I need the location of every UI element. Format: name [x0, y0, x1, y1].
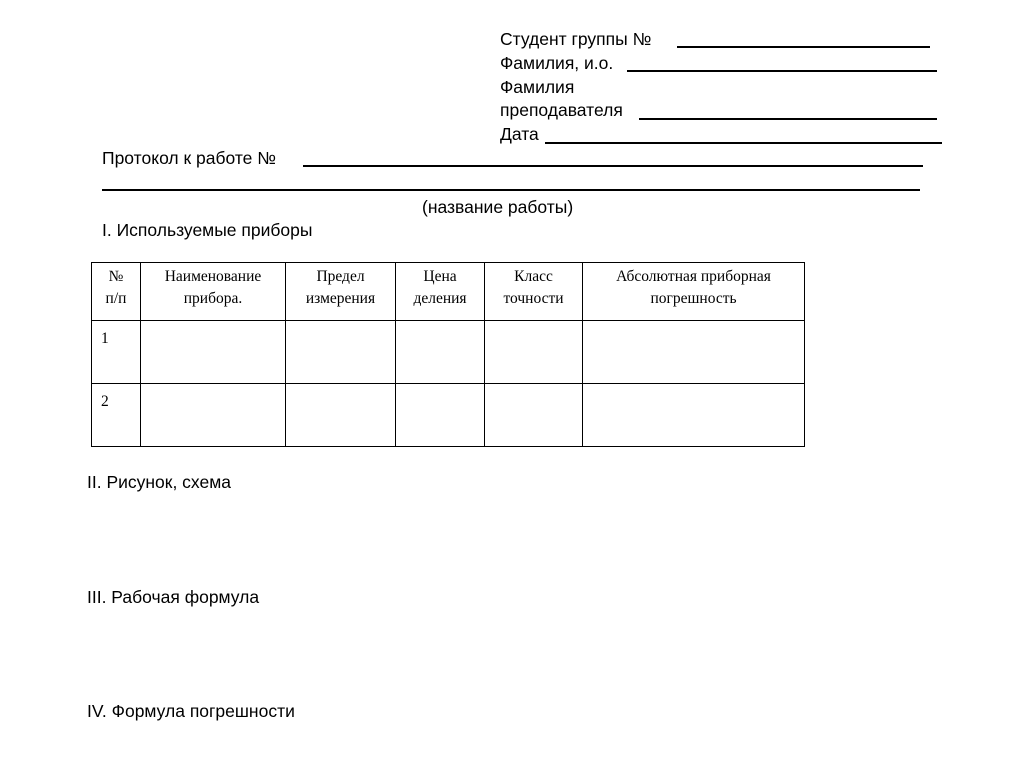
section-instruments-heading: I. Используемые приборы — [102, 220, 313, 240]
table-cell: 2 — [92, 384, 141, 447]
student-group-label: Студент группы № — [500, 29, 652, 49]
col-number-header: № п/п — [92, 263, 141, 321]
table-cell[interactable] — [485, 321, 583, 384]
table-cell[interactable] — [396, 321, 485, 384]
table-row — [92, 321, 805, 384]
col-range-header: Предел измерения — [286, 263, 396, 321]
protocol-label: Протокол к работе № — [102, 148, 277, 168]
student-group-field[interactable] — [677, 46, 930, 48]
teacher-field[interactable] — [639, 118, 937, 120]
section-error-formula-heading: IV. Формула погрешности — [87, 701, 295, 721]
table-cell[interactable] — [396, 384, 485, 447]
table-cell[interactable] — [583, 384, 805, 447]
table-header-row — [92, 263, 805, 321]
protocol-number-field[interactable] — [303, 165, 923, 167]
col-division-header: Цена деления — [396, 263, 485, 321]
table-cell[interactable] — [286, 384, 396, 447]
work-title-field[interactable] — [102, 189, 920, 191]
work-title-caption: (название работы) — [422, 197, 574, 217]
instruments-table — [91, 262, 805, 447]
col-name-header: Наименование прибора. — [141, 263, 286, 321]
section-drawing-heading: II. Рисунок, схема — [87, 472, 231, 492]
table-cell[interactable] — [141, 384, 286, 447]
table-row — [92, 384, 805, 447]
surname-label: Фамилия, и.о. — [500, 53, 614, 73]
section-formula-heading: III. Рабочая формула — [87, 587, 260, 607]
teacher-label-line1: Фамилия — [500, 77, 575, 97]
col-class-header: Класс точности — [485, 263, 583, 321]
table-cell: 1 — [92, 321, 141, 384]
surname-field[interactable] — [627, 70, 937, 72]
col-error-header: Абсолютная приборная погрешность — [583, 263, 805, 321]
teacher-label-line2: преподавателя — [500, 100, 623, 120]
table-cell[interactable] — [286, 321, 396, 384]
table-cell[interactable] — [141, 321, 286, 384]
date-label: Дата — [500, 124, 539, 144]
table-cell[interactable] — [583, 321, 805, 384]
date-field[interactable] — [545, 142, 942, 144]
table-cell[interactable] — [485, 384, 583, 447]
